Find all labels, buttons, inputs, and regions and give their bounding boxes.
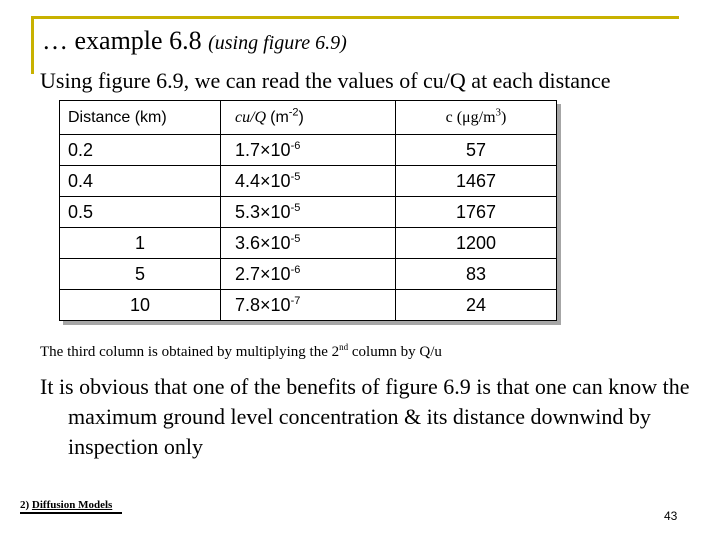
cell-cu-q-mantissa: 4.4×10 xyxy=(235,170,291,191)
table-row xyxy=(60,259,557,290)
data-table xyxy=(59,100,557,321)
footer-section-link[interactable]: Diffusion Models xyxy=(31,499,113,511)
cell-cu-q-mantissa: 2.7×10 xyxy=(235,263,291,284)
header-cu-q-exponent: -2 xyxy=(288,106,299,119)
cell-cu-q-exponent: -6 xyxy=(290,263,301,276)
cell-concentration: 1767 xyxy=(396,197,557,228)
table-row xyxy=(60,228,557,259)
header-distance: Distance (km) xyxy=(60,101,221,135)
cell-distance: 0.4 xyxy=(60,166,221,197)
title-frame-left xyxy=(31,16,34,74)
cell-cu-q xyxy=(221,135,396,166)
table-row xyxy=(60,135,557,166)
header-concentration-close: ) xyxy=(501,108,507,126)
note-text-before: The third column is obtained by multiplying the 2 xyxy=(40,344,340,360)
cell-cu-q-mantissa: 3.6×10 xyxy=(235,232,291,253)
intro-text: Using figure 6.9, we can read the values of cu/Q at each distance xyxy=(40,68,611,93)
cell-cu-q xyxy=(221,197,396,228)
cell-cu-q xyxy=(221,166,396,197)
cell-concentration: 24 xyxy=(396,290,557,321)
note-text-after: column by Q/u xyxy=(348,344,442,360)
cell-distance: 0.2 xyxy=(60,135,221,166)
slide-title xyxy=(42,26,347,56)
cell-distance: 10 xyxy=(60,290,221,321)
footer-divider xyxy=(20,512,122,514)
cell-cu-q-mantissa: 7.8×10 xyxy=(235,294,291,315)
header-concentration xyxy=(396,101,557,135)
header-cu-q-unit-open: (m xyxy=(270,108,289,126)
conclusion-paragraph: It is obvious that one of the benefits of figure 6.9 is that one can know the maximum ground level concentration & its distance downwind by inspection only xyxy=(40,374,690,459)
cell-concentration: 83 xyxy=(396,259,557,290)
cell-cu-q-mantissa: 5.3×10 xyxy=(235,201,291,222)
cell-cu-q xyxy=(221,259,396,290)
header-concentration-label: c (μg/m xyxy=(445,108,496,126)
cell-distance: 5 xyxy=(60,259,221,290)
header-concentration-exponent: 3 xyxy=(495,106,502,119)
cell-cu-q xyxy=(221,290,396,321)
slide-title-sub: (using figure 6.9) xyxy=(208,32,347,54)
note-text xyxy=(40,344,442,361)
table-row xyxy=(60,197,557,228)
cell-distance: 0.5 xyxy=(60,197,221,228)
cell-cu-q-mantissa: 1.7×10 xyxy=(235,139,291,160)
cell-cu-q-exponent: -5 xyxy=(290,170,301,183)
cell-cu-q-exponent: -6 xyxy=(290,139,301,152)
table-row xyxy=(60,290,557,321)
cell-cu-q xyxy=(221,228,396,259)
cell-cu-q-exponent: -5 xyxy=(290,201,301,214)
cell-concentration: 1200 xyxy=(396,228,557,259)
header-cu-q-label: cu/Q xyxy=(235,108,267,126)
footer-section xyxy=(20,499,112,511)
table-row xyxy=(60,166,557,197)
cell-cu-q-exponent: -7 xyxy=(290,294,301,307)
header-cu-q-unit-close: ) xyxy=(298,108,304,126)
cell-concentration: 57 xyxy=(396,135,557,166)
header-cu-q-unit xyxy=(270,106,304,126)
data-table-wrapper xyxy=(59,100,557,321)
page-number: 43 xyxy=(664,509,678,523)
title-frame-top xyxy=(34,16,679,19)
note-text-superscript: nd xyxy=(339,342,349,352)
slide-title-main: … example 6.8 xyxy=(42,26,202,55)
cell-distance: 1 xyxy=(60,228,221,259)
footer-section-number: 2) xyxy=(20,499,32,511)
cell-cu-q-exponent: -5 xyxy=(290,232,301,245)
cell-concentration: 1467 xyxy=(396,166,557,197)
table-header-row xyxy=(60,101,557,135)
header-cu-q xyxy=(221,101,396,135)
